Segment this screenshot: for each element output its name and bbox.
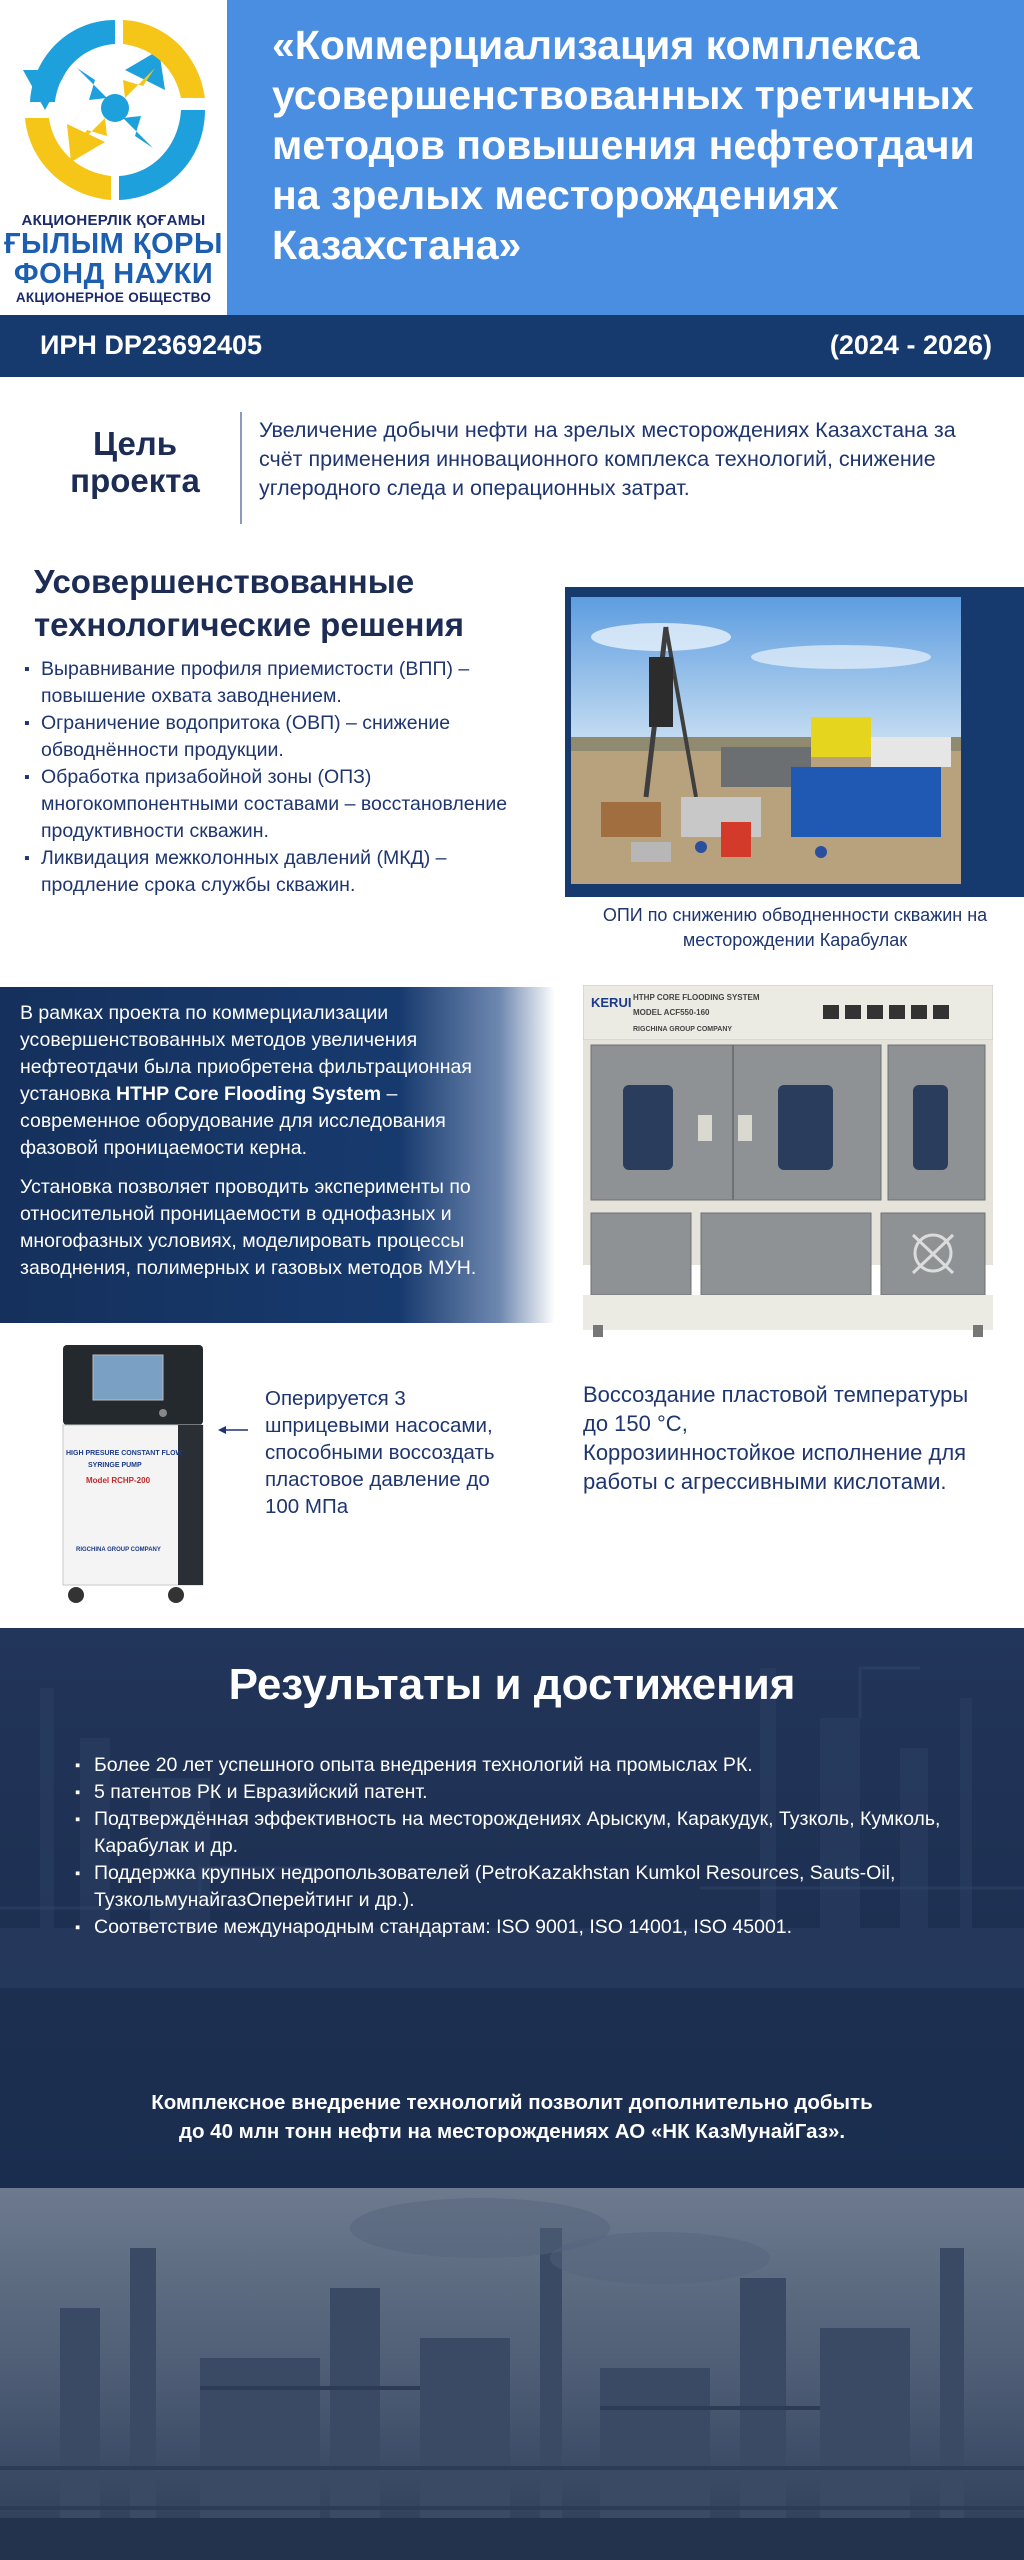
core-flooding-machine-image bbox=[583, 985, 993, 1340]
pump-description: Оперируется 3 шприцевыми насосами, способными воссоздать пластовое давление до 100 МПа bbox=[265, 1387, 495, 1518]
page-title: «Коммерциализация комплекса усовершенствованных третичных методов повышения нефтеотдачи на зрелых месторождениях Казахстана» bbox=[272, 22, 975, 268]
list-item: ▪ Обработка призабойной зоны (ОПЗ) многокомпонентными составами – восстановление продуктивности скважин. bbox=[24, 764, 544, 845]
pump-label-2: SYRINGE PUMP bbox=[88, 1462, 142, 1469]
photo-caption: ОПИ по снижению обводненности скважин на месторождении Карабулак bbox=[602, 905, 988, 950]
tech-section-title: Усовершенствованные технологические решения bbox=[34, 563, 465, 643]
results-title: Результаты и достижения bbox=[228, 1660, 796, 1709]
list-item: ▪ Более 20 лет успешного опыта внедрения технологий на промыслах РК. bbox=[75, 1752, 955, 1779]
industrial-plant-image bbox=[0, 2188, 1024, 2560]
list-item: ▪ Ликвидация межколонных давлений (МКД) – продление срока службы скважин. bbox=[24, 845, 544, 899]
header bbox=[0, 0, 1024, 315]
logo bbox=[0, 0, 227, 315]
machine-label-3: RIGCHINA GROUP COMPANY bbox=[633, 1026, 733, 1033]
list-item: ▪ Поддержка крупных недропользователей (PetroKazakhstan Kumkol Resources, Sauts-Oil, ТузкольмунайгазОперейтинг и др.). bbox=[75, 1860, 955, 1914]
machine-label-1: HTHP CORE FLOODING SYSTEM bbox=[633, 993, 760, 1002]
list-item: ▪ Ограничение водопритока (ОВП) – снижение обводнённости продукции. bbox=[24, 710, 544, 764]
machine-label-2: MODEL ACF550-160 bbox=[633, 1008, 710, 1017]
list-item: ▪ Выравнивание профиля приемистости (ВПП) – повышение охвата заводнением. bbox=[24, 656, 544, 710]
list-item: ▪ Подтверждённая эффективность на месторождениях Арыскум, Каракудук, Тузколь, Кумколь, Карабулак и др. bbox=[75, 1806, 955, 1860]
logo-text-line3: ФОНД НАУКИ bbox=[13, 258, 214, 290]
list-item: ▪ Соответствие международным стандартам: ISO 9001, ISO 14001, ISO 45001. bbox=[75, 1914, 955, 1941]
results-list bbox=[75, 1752, 955, 1941]
pump-label-4: RIGCHINA GROUP COMPANY bbox=[76, 1547, 161, 1553]
oilfield-photo-image bbox=[571, 597, 961, 884]
logo-text-line2: ҒЫЛЫМ ҚОРЫ bbox=[4, 228, 223, 260]
field-photo bbox=[571, 597, 961, 884]
temperature-description: Воссоздание пластовой температуры до 150 °C, Коррозиинностойкое исполнение для работы с агрессивными кислотами. bbox=[583, 1382, 969, 1494]
machine-brand: KERUI bbox=[591, 995, 632, 1010]
goal-text: Увеличение добычи нефти на зрелых месторождениях Казахстана за счёт применения инновационного комплекса технологий, снижение углеродного следа и операционных затрат. bbox=[259, 418, 956, 500]
project-years: (2024 - 2026) bbox=[829, 330, 992, 360]
field-photo-frame bbox=[565, 587, 1024, 897]
pump-label-3: Model RCHP-200 bbox=[86, 1476, 151, 1485]
hthp-paragraph-1: В рамках проекта по коммерциализации усовершенствованных методов увеличения нефтеотдачи была приобретена фильтрационная установка HTHP Core Flooding System – современное оборудование для исследования фазовой проницаемости керна. bbox=[20, 1002, 472, 1159]
syringe-pump-image bbox=[58, 1345, 208, 1607]
tech-list bbox=[24, 656, 544, 899]
science-fund-logo-icon bbox=[15, 10, 215, 206]
results-conclusion: Комплексное внедрение технологий позволит дополнительно добыть до 40 млн тонн нефти на месторождениях АО «НК КазМунайГаз». bbox=[151, 2091, 873, 2143]
logo-text-line1: АКЦИОНЕРЛІК ҚОҒАМЫ bbox=[21, 212, 206, 229]
hthp-text bbox=[20, 1000, 520, 1282]
irn-number: ИРН DP23692405 bbox=[40, 330, 263, 360]
hthp-system-name: HTHP Core Flooding System bbox=[116, 1083, 382, 1105]
logo-text-line4: АКЦИОНЕРНОЕ ОБЩЕСТВО bbox=[15, 290, 212, 305]
arrow-left-icon bbox=[218, 1423, 248, 1437]
goal-divider bbox=[240, 412, 242, 524]
irn-bar bbox=[0, 315, 1024, 377]
list-item: ▪ 5 патентов РК и Евразийский патент. bbox=[75, 1779, 955, 1806]
title-box bbox=[227, 0, 1024, 315]
pump-label-1: HIGH PRESURE CONSTANT FLOW bbox=[66, 1450, 183, 1457]
goal-label: Цель проекта bbox=[70, 425, 200, 499]
hthp-paragraph-2: Установка позволяет проводить эксперименты по относительной проницаемости в однофазных и многофазных условиях, моделировать процессы заводнения, полимерных и газовых методов МУН. bbox=[20, 1176, 477, 1279]
